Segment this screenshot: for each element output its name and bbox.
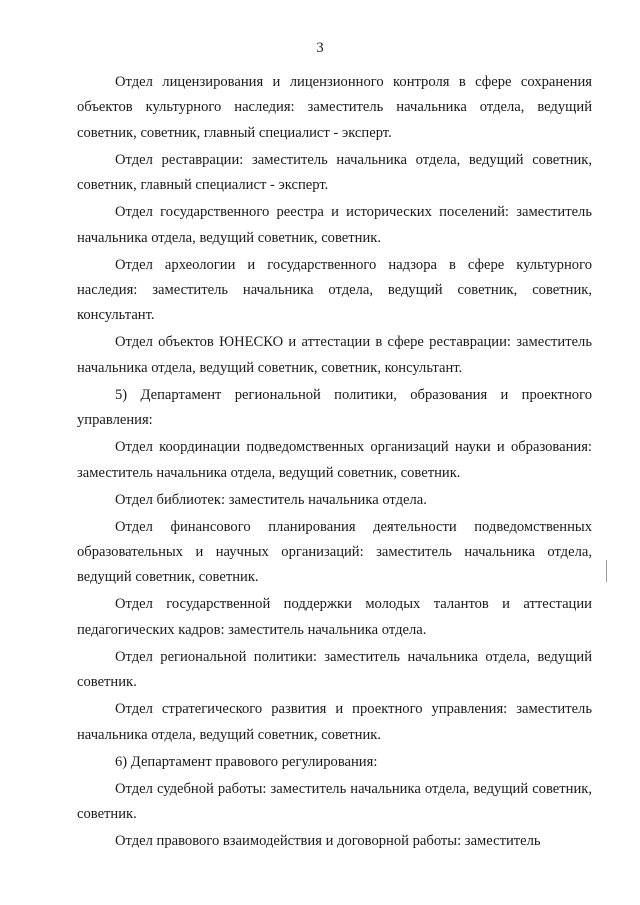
scan-edge-mark bbox=[606, 560, 607, 582]
paragraph-strategic-development-department: Отдел стратегического развития и проектного управления: заместитель начальника отдела, ведущий советник, советник. bbox=[77, 701, 592, 743]
paragraph-legal-interaction-department: Отдел правового взаимодействия и договорной работы: заместитель bbox=[115, 833, 541, 850]
paragraph-legal-regulation-directorate: 6) Департамент правового регулирования: bbox=[115, 753, 378, 770]
paragraph-regional-policy-directorate: 5) Департамент региональной политики, образования и проектного управления: bbox=[77, 386, 592, 429]
paragraph-young-talents-department: Отдел государственной поддержки молодых талантов и аттестации педагогических кадров: заместитель начальника отдела. bbox=[77, 596, 592, 638]
paragraph-judicial-work-department: Отдел судебной работы: заместитель начальника отдела, ведущий советник, советник. bbox=[77, 780, 592, 823]
paragraph-archaeology-department: Отдел археологии и государственного надзора в сфере культурного наследия: заместитель начальника отдела, ведущий советник, советник, консультант. bbox=[77, 256, 592, 324]
paragraph-state-register-department: Отдел государственного реестра и исторических поселений: заместитель начальника отдела, ведущий советник, советник. bbox=[77, 204, 592, 246]
paragraph-restoration-department: Отдел реставрации: заместитель начальника отдела, ведущий советник, советник, главный специалист - эксперт. bbox=[77, 151, 592, 194]
paragraph-financial-planning-department: Отдел финансового планирования деятельности подведомственных образовательных и научных организаций: заместитель начальника отдела, ведущий советник, советник. bbox=[77, 518, 592, 586]
paragraph-licensing-department: Отдел лицензирования и лицензионного контроля в сфере сохранения объектов культурного наследия: заместитель начальника отдела, ведущий советник, советник, главный специалист - эксперт. bbox=[77, 74, 592, 141]
paragraph-science-coordination-department: Отдел координации подведомственных организаций науки и образования: заместитель начальника отдела, ведущий советник, советник. bbox=[77, 439, 592, 481]
page-number: 3 bbox=[316, 40, 324, 56]
paragraph-regional-policy-department: Отдел региональной политики: заместитель начальника отдела, ведущий советник. bbox=[77, 648, 592, 691]
paragraph-libraries-department: Отдел библиотек: заместитель начальника отдела. bbox=[115, 491, 427, 508]
paragraph-unesco-department: Отдел объектов ЮНЕСКО и аттестации в сфере реставрации: заместитель начальника отдела, ведущий советник, советник, консультант. bbox=[77, 334, 592, 376]
document-body bbox=[77, 70, 592, 856]
